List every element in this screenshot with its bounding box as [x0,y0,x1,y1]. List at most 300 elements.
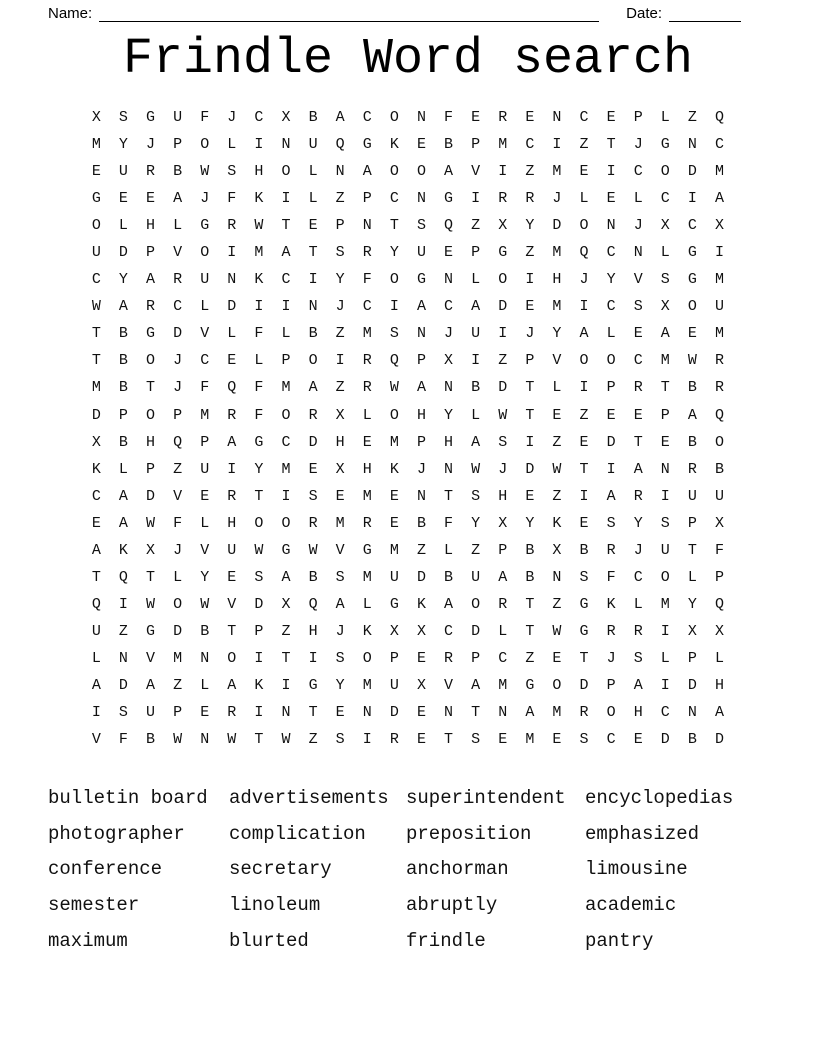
grid-letter: I [281,487,291,505]
grid-letter: R [633,487,643,505]
grid-letter: I [281,298,291,316]
grid-letter: F [714,541,724,559]
grid-letter: H [227,514,237,532]
grid-letter: F [444,514,454,532]
grid-letter: X [498,514,508,532]
grid-letter: E [200,704,210,722]
grid-letter: C [633,352,643,370]
word-list-item: academic [585,893,677,916]
grid-letter: H [146,433,156,451]
grid-letter: V [227,595,237,613]
grid-letter: Z [579,136,589,154]
header [0,0,816,22]
grid-letter: T [281,649,291,667]
grid-letter: R [362,514,372,532]
grid-letter: P [200,433,210,451]
grid-letter: X [335,406,345,424]
grid-letter: K [552,514,562,532]
grid-letter: J [606,649,616,667]
grid-letter: V [444,677,454,694]
grid-letter: P [146,244,156,262]
grid-letter: S [254,568,264,586]
grid-letter: X [687,622,697,640]
grid-letter: I [254,649,264,667]
grid-letter: E [416,704,426,722]
grid-letter: O [714,433,724,451]
word-list-item: limousine [585,858,688,881]
grid-letter: R [498,109,508,127]
grid-letter: U [389,568,399,586]
grid-letter: L [308,163,318,181]
grid-letter: Y [335,271,345,289]
grid-letter: N [444,271,454,289]
word-list-item: preposition [406,822,532,845]
grid-letter: N [444,704,454,722]
grid-letter: N [281,704,291,722]
grid-letter: A [91,677,101,694]
grid-letter: T [227,622,237,640]
grid-letter: R [227,487,237,505]
grid-letter: A [471,298,481,316]
grid-letter: S [633,298,643,316]
grid-letter: L [227,325,237,343]
grid-letter: V [335,541,345,559]
grid-letter: G [146,109,156,127]
grid-letter: E [118,190,128,208]
grid-letter: B [714,460,724,478]
grid-letter: S [471,731,481,749]
grid-letter: S [660,514,670,532]
grid-letter: G [416,271,426,289]
grid-letter: I [579,379,589,397]
grid-letter: E [308,217,318,235]
grid-letter: E [525,298,535,316]
grid-letter: C [362,298,372,316]
grid-letter: G [498,244,508,262]
grid-letter: X [444,352,454,370]
grid-letter: P [525,352,535,370]
grid-letter: G [281,541,291,559]
grid-letter: T [254,487,264,505]
grid-letter: H [552,271,562,289]
grid-letter: I [118,595,128,613]
grid-letter: D [687,677,697,694]
grid-letter: Y [525,514,535,532]
grid-letter: O [308,352,318,370]
grid-letter: O [498,271,508,289]
grid-letter: H [308,622,318,640]
grid-letter: R [227,217,237,235]
grid-letter: E [389,487,399,505]
grid-letter: L [173,568,183,586]
grid-letter: E [227,352,237,370]
grid-letter: E [606,406,616,424]
grid-letter: V [633,271,643,289]
grid-letter: T [254,731,264,749]
grid-letter: P [416,352,426,370]
grid-letter: W [200,595,210,613]
grid-letter: E [444,244,454,262]
grid-letter: P [281,352,291,370]
grid-letter: Z [525,649,535,667]
grid-letter: C [660,704,670,722]
grid-letter: Q [389,352,399,370]
grid-letter: A [444,163,454,181]
grid-letter: Z [335,379,345,397]
grid-letter: E [362,433,372,451]
grid-letter: C [91,271,101,289]
grid-letter: O [281,514,291,532]
grid-letter: Q [91,595,101,613]
grid-letter: T [525,595,535,613]
grid-letter: E [91,163,101,181]
grid-letter: F [606,568,616,586]
grid-letter: I [389,298,399,316]
grid-letter: E [579,433,589,451]
grid-letter: D [308,433,318,451]
grid-letter: V [91,731,101,749]
grid-letter: P [173,704,183,722]
grid-letter: T [444,487,454,505]
grid-letter: G [146,325,156,343]
grid-letter: P [173,406,183,424]
name-label: Name: [48,5,93,22]
grid-letter: R [389,731,399,749]
grid-letter: I [714,244,724,262]
grid-letter: I [227,244,237,262]
grid-letter: D [91,406,101,424]
grid-letter: V [200,541,210,559]
grid-letter: U [200,460,210,478]
grid-letter: Y [254,460,264,478]
grid-letter: T [687,541,697,559]
grid-letter: K [254,271,264,289]
grid-letter: L [254,352,264,370]
grid-letter: B [687,379,697,397]
grid-letter: T [660,379,670,397]
grid-letter: O [200,136,210,154]
grid-letter: N [227,271,237,289]
grid-letter: L [660,109,670,127]
grid-letter: T [579,649,589,667]
grid-letter: I [308,649,318,667]
grid-letter: F [362,271,372,289]
word-list-item: emphasized [585,822,700,845]
grid-letter: W [200,163,210,181]
grid-letter: X [146,541,156,559]
grid-letter: S [118,704,128,722]
grid-letter: I [254,704,264,722]
grid-letter: I [660,487,670,505]
grid-letter: B [118,379,128,397]
grid-letter: A [281,244,291,262]
grid-letter: U [200,271,210,289]
grid-letter: C [281,433,291,451]
grid-letter: M [714,271,724,289]
word-list [0,781,816,959]
grid-letter: N [552,109,562,127]
grid-letter: O [91,217,101,235]
word-list-item: anchorman [406,858,509,881]
grid-letter: X [281,595,291,613]
grid-letter: C [173,298,183,316]
grid-letter: S [335,568,345,586]
grid-letter: T [579,460,589,478]
grid-letter: O [606,352,616,370]
grid-letter: I [254,136,264,154]
grid-letter: Z [579,406,589,424]
grid-letter: M [281,379,291,397]
grid-letter: M [498,136,508,154]
grid-letter: Z [471,541,481,559]
grid-letter: P [335,217,345,235]
grid-letter: A [444,595,454,613]
grid-letter: H [146,217,156,235]
grid-letter: A [498,568,508,586]
grid-letter: A [471,433,481,451]
grid-letter: Q [579,244,589,262]
grid-letter: A [335,109,345,127]
grid-letter: O [389,163,399,181]
grid-letter: A [714,704,724,722]
grid-letter: B [173,163,183,181]
grid-letter: E [606,109,616,127]
grid-letter: Q [118,568,128,586]
grid-letter: B [687,731,697,749]
grid-letter: D [606,433,616,451]
grid-letter: K [118,541,128,559]
grid-letter: C [525,136,535,154]
grid-letter: X [498,217,508,235]
grid-letter: R [308,514,318,532]
grid-letter: E [389,514,399,532]
grid-letter: Z [335,325,345,343]
grid-letter: L [714,649,724,667]
grid-letter: J [444,325,454,343]
grid-letter: U [416,244,426,262]
grid-letter: Z [552,433,562,451]
grid-letter: A [173,190,183,208]
grid-letter: W [146,514,156,532]
grid-letter: U [118,163,128,181]
grid-letter: I [498,163,508,181]
grid-letter: E [416,731,426,749]
grid-letter: D [227,298,237,316]
grid-letter: L [498,622,508,640]
grid-letter: U [146,704,156,722]
grid-letter: O [389,406,399,424]
grid-letter: U [227,541,237,559]
grid-letter: M [389,433,399,451]
grid-letter: W [498,406,508,424]
grid-letter: A [416,379,426,397]
grid-letter: P [633,109,643,127]
grid-letter: C [633,568,643,586]
grid-letter: M [714,163,724,181]
grid-letter: O [146,352,156,370]
grid-letter: K [416,595,426,613]
grid-letter: P [146,460,156,478]
word-search-grid [83,104,733,753]
grid-letter: T [525,622,535,640]
grid-letter: Q [227,379,237,397]
grid-letter: R [687,460,697,478]
grid-letter: C [200,352,210,370]
grid-letter: F [254,325,264,343]
grid-letter: N [660,460,670,478]
grid-letter: W [146,595,156,613]
grid-letter: Z [118,622,128,640]
grid-letter: U [471,568,481,586]
grid-letter: P [660,406,670,424]
grid-letter: I [606,460,616,478]
grid-letter: G [389,595,399,613]
grid-letter: K [362,622,372,640]
grid-letter: N [362,704,372,722]
grid-letter: X [389,622,399,640]
grid-letter: T [389,217,399,235]
grid-letter: L [200,677,210,694]
grid-letter: I [687,190,697,208]
word-list-item: semester [48,893,140,916]
grid-letter: A [525,704,535,722]
grid-letter: V [173,487,183,505]
grid-letter: N [498,704,508,722]
grid-letter: I [362,731,372,749]
grid-letter: G [687,271,697,289]
grid-letter: D [416,568,426,586]
grid-letter: N [416,325,426,343]
word-list-column [406,781,585,959]
grid-letter: X [552,541,562,559]
grid-letter: G [200,217,210,235]
grid-letter: D [498,379,508,397]
grid-letter: L [91,649,101,667]
grid-letter: Y [118,136,128,154]
word-list-item: encyclopedias [585,787,734,810]
grid-letter: T [91,325,101,343]
grid-letter: S [633,649,643,667]
grid-letter: N [200,649,210,667]
grid-letter: Q [714,595,724,613]
grid-letter: X [91,433,101,451]
grid-letter: K [606,595,616,613]
grid-letter: S [118,109,128,127]
grid-letter: Q [308,595,318,613]
grid-letter: C [660,190,670,208]
grid-letter: J [227,109,237,127]
grid-letter: H [633,704,643,722]
grid-letter: V [173,244,183,262]
grid-letter: A [335,595,345,613]
grid-letter: X [91,109,101,127]
grid-letter: K [389,136,399,154]
grid-letter: I [525,271,535,289]
grid-letter: L [173,217,183,235]
grid-letter: P [687,514,697,532]
grid-letter: I [91,704,101,722]
grid-letter: X [714,622,724,640]
grid-letter: B [118,433,128,451]
grid-letter: N [687,136,697,154]
grid-letter: X [660,217,670,235]
grid-letter: Z [687,109,697,127]
grid-letter: B [118,352,128,370]
grid-letter: E [633,325,643,343]
grid-letter: Q [444,217,454,235]
grid-letter: R [525,190,535,208]
grid-letter: O [227,649,237,667]
grid-letter: D [552,217,562,235]
grid-letter: N [362,217,372,235]
grid-letter: A [660,325,670,343]
grid-letter: C [362,109,372,127]
name-blank-line [99,7,599,22]
grid-letter: D [525,460,535,478]
grid-letter: O [552,677,562,694]
grid-letter: W [227,731,237,749]
grid-letter: Z [281,622,291,640]
grid-letter: V [471,163,481,181]
grid-letter: C [444,622,454,640]
grid-letter: U [308,136,318,154]
grid-letter: J [633,217,643,235]
grid-letter: R [714,379,724,397]
grid-letter: S [660,271,670,289]
grid-letter: N [416,487,426,505]
grid-letter: H [416,406,426,424]
grid-letter: O [281,163,291,181]
grid-letter: D [173,622,183,640]
grid-letter: H [444,433,454,451]
grid-letter: G [579,595,589,613]
grid-letter: Z [525,244,535,262]
grid-letter: X [416,677,426,694]
grid-letter: R [498,595,508,613]
grid-letter: B [444,568,454,586]
grid-letter: U [714,487,724,505]
grid-letter: M [525,731,535,749]
grid-letter: G [660,136,670,154]
grid-letter: D [173,325,183,343]
grid-letter: A [227,677,237,694]
grid-letter: W [91,298,101,316]
word-list-item: maximum [48,929,128,952]
grid-letter: M [254,244,264,262]
grid-letter: N [633,244,643,262]
grid-letter: G [687,244,697,262]
grid-letter: G [362,136,372,154]
grid-letter: Z [335,190,345,208]
grid-letter: Y [335,677,345,694]
grid-letter: A [471,677,481,694]
grid-letter: E [660,433,670,451]
grid-letter: U [91,622,101,640]
grid-letter: O [579,217,589,235]
grid-letter: R [308,406,318,424]
grid-letter: A [362,163,372,181]
grid-letter: A [118,298,128,316]
grid-letter: V [200,325,210,343]
grid-letter: E [308,460,318,478]
grid-letter: B [525,541,535,559]
grid-letter: I [606,163,616,181]
word-list-item: advertisements [229,787,389,810]
grid-letter: Y [552,325,562,343]
grid-letter: I [254,298,264,316]
grid-letter: P [362,190,372,208]
grid-letter: B [146,731,156,749]
